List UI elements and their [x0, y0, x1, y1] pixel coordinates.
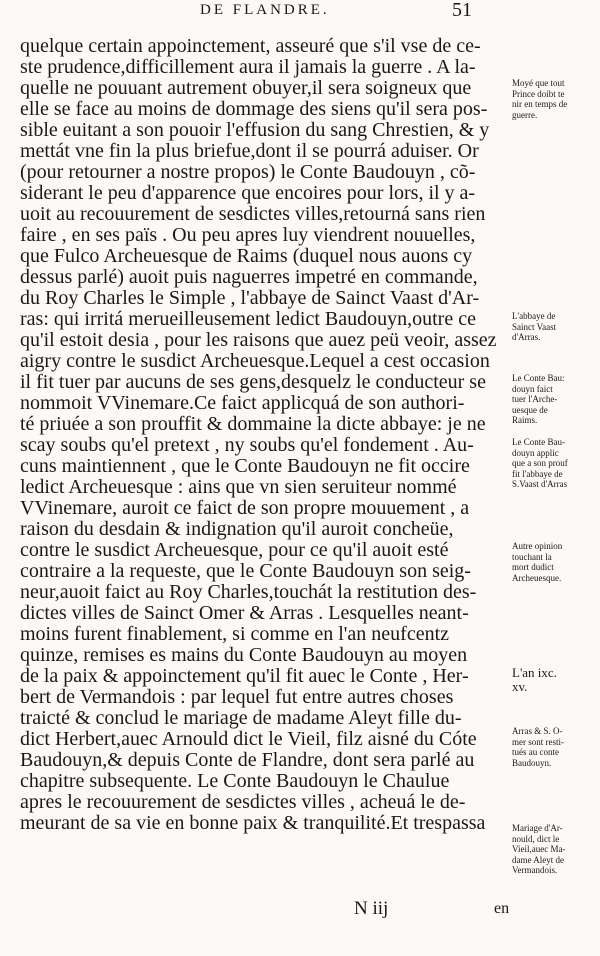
running-title: DE FLANDRE. — [200, 2, 330, 18]
text-line: faire , en ses païs . Ou peu apres luy viendrent nouuelles, — [20, 225, 476, 246]
text-line: qu'il estoit desia , pour les raisons que auez peü veoir, assez — [20, 330, 497, 351]
text-line: dict Herbert,auec Arnould dict le Vieil, filz aisné du Cóte — [20, 729, 477, 750]
margin-note-mariage: Mariage d'Ar- nould, dict le Vieil,auec Ma- dame Aleyt de Vermandois. — [512, 823, 566, 875]
text-line: raison du desdain & indignation qu'il auroit concheüe, — [20, 519, 454, 540]
catchword: en — [494, 900, 510, 917]
page-footer — [0, 898, 600, 928]
text-line: moins furent finablement, si comme en l'an neufcentz — [20, 624, 450, 645]
text-line: traicté & conclud le mariage de madame Aleyt fille du- — [20, 708, 462, 729]
text-line: contre le susdict Archeuesque, pour ce qu'il auoit esté — [20, 540, 449, 561]
text-line: de la paix & appoinctement qu'il fit auec le Conte , Her- — [20, 666, 469, 687]
text-line: siderant le peu d'apparence que encoires pour lors, il y a- — [20, 183, 476, 204]
margin-notes — [512, 0, 600, 956]
text-line: ras: qui irritá merueilleusement ledict Baudouyn,outre ce — [20, 309, 476, 330]
text-line: que Fulco Archeuesque de Raims (duquel nous auons cy — [20, 246, 473, 267]
text-line: ste prudence,difficillement aura il jamais la guerre . A la- — [20, 57, 476, 78]
signature-mark: N iij — [354, 898, 389, 919]
margin-note-autre-opinion: Autre opinion touchant la mort dudict Archeuesque. — [512, 541, 563, 583]
text-line: il fit tuer par aucuns de ses gens,desquelz le conducteur se — [20, 372, 486, 393]
text-line: nommoit VVinemare.Ce faict applicquá de son authori- — [20, 393, 465, 414]
text-line: quinze, remises es mains du Conte Baudouyn au moyen — [20, 645, 468, 666]
text-line: dictes villes de Sainct Omer & Arras . Lesquelles neant- — [20, 603, 469, 624]
text-line: dessus parlé) auoit puis naguerres impetré en commande, — [20, 267, 478, 288]
text-line: quelle ne pouuant autrement obuyer,il sera soigneux que — [20, 78, 472, 99]
text-line: aigry contre le susdict Archeuesque.Lequel a cest occasion — [20, 351, 490, 372]
margin-note-arras-restitues: Arras & S. O- mer sont resti- tués au conte Baudouyn. — [512, 726, 564, 768]
margin-note-year: L'an ixc. xv. — [512, 665, 557, 694]
margin-note-applique-abbaye: Le Conte Bau- douyn applic que a son prouf fit l'abbaye de S.Vaast d'Arras — [512, 437, 568, 489]
text-line: uoit au recouurement de sesdictes villes,retourná sans rien — [20, 204, 486, 225]
text-line: cuns maintiennent , que le Conte Baudouyn ne fit occire — [20, 456, 470, 477]
text-line: elle se face au moins de dommage des siens qu'il sera pos- — [20, 99, 488, 120]
text-line: bert de Vermandois : par lequel fut entre autres choses — [20, 687, 454, 708]
page-number: 51 — [452, 0, 472, 21]
text-line: du Roy Charles le Simple , l'abbaye de Sainct Vaast d'Ar- — [20, 288, 480, 309]
text-line: quelque certain appoinctement, asseuré que s'il vse de ce- — [20, 36, 481, 57]
text-line: (pour retourner a nostre propos) le Conte Baudouyn , cõ- — [20, 162, 476, 183]
text-line: VVinemare, auroit ce faict de son propre mouuement , a — [20, 498, 470, 519]
text-line: meurant de sa vie en bonne paix & tranquilité.Et trespassa — [20, 813, 486, 834]
margin-note-abbaye: L'abbaye de Sainct Vaast d'Arras. — [512, 311, 557, 342]
text-line: té priuée a son prouffit & dommaine la dicte abbaye: je ne — [20, 414, 486, 435]
text-line: ledict Archeuesque : ains que vn sien seruiteur nommé — [20, 477, 457, 498]
text-line: contraire a la requeste, que le Conte Baudouyn son seig- — [20, 561, 471, 582]
text-line: mettát vne fin la plus briefue,dont il se pourrá aduiser. Or — [20, 141, 479, 162]
running-head — [0, 0, 600, 26]
margin-note-tuer-archeuesque: Le Conte Bau: douyn faict tuer l'Arche- uesque de Raims. — [512, 373, 565, 425]
text-line: apres le recouurement de sesdictes villes , acheuá le de- — [20, 792, 466, 813]
text-line: sible euitant a son pouoir l'effusion du sang Chrestien, & y — [20, 120, 490, 141]
text-line: chapitre subsequente. Le Conte Baudouyn le Chaulue — [20, 771, 450, 792]
margin-note-prince-guerre: Moyé que tout Prince doibt te nir en temps de guerre. — [512, 78, 568, 120]
text-line: neur,auoit faict au Roy Charles,touchát la restitution des- — [20, 582, 477, 603]
body-text — [20, 36, 520, 834]
text-line: scay soubs qu'el pretext , ny soubs qu'el fondement . Au- — [20, 435, 474, 456]
text-line: Baudouyn,& depuis Conte de Flandre, dont sera parlé au — [20, 750, 475, 771]
